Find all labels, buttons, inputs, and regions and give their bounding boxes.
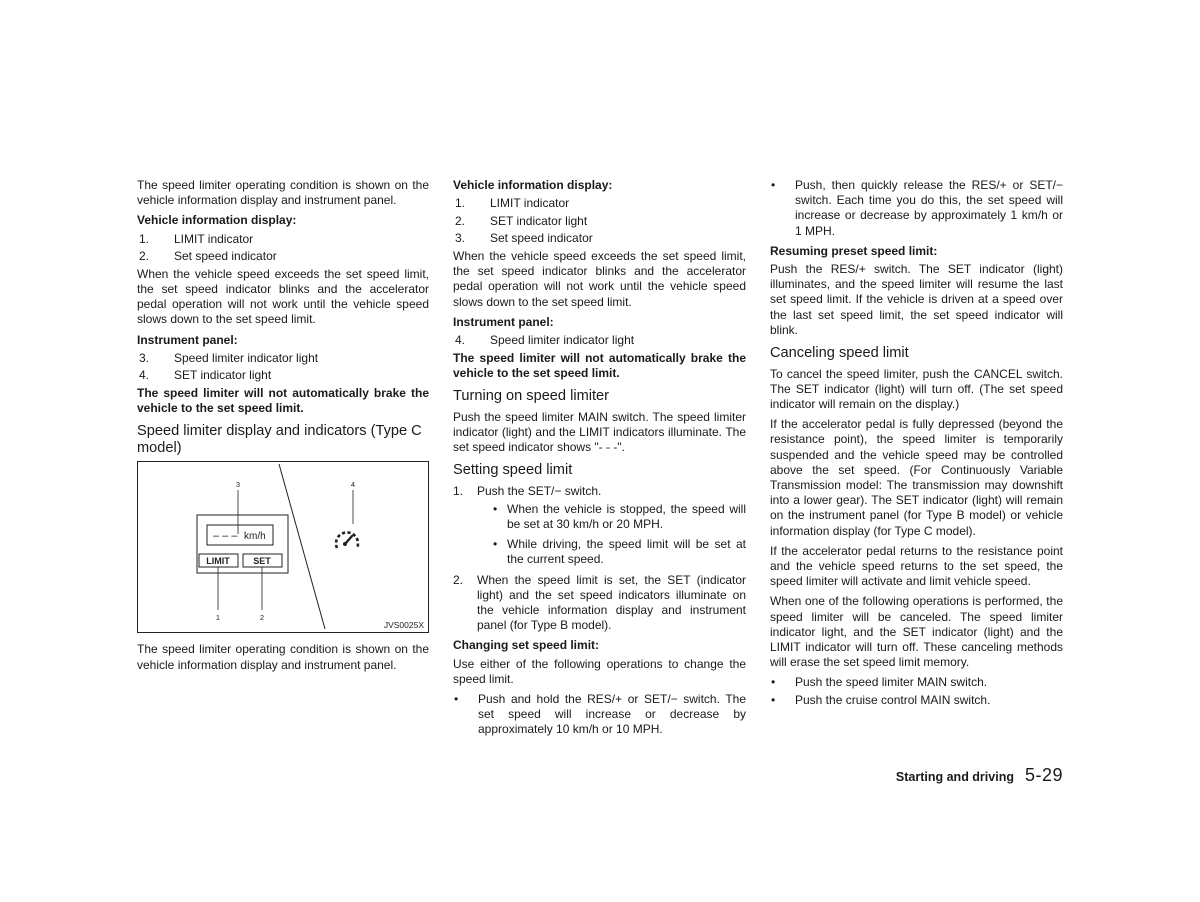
item-number: 1. bbox=[139, 231, 150, 246]
item-number: 4. bbox=[139, 368, 150, 383]
list-item bbox=[453, 333, 746, 348]
list-item bbox=[137, 232, 429, 247]
callout-4: 4 bbox=[350, 480, 356, 490]
column-3 bbox=[770, 178, 1063, 713]
page-footer bbox=[896, 765, 1063, 786]
turning-on-paragraph: Push the speed limiter MAIN switch. The speed limiter indicator (light) and the LIMIT indicators illuminate. The set speed indicator shows "- - -". bbox=[453, 409, 746, 454]
column-2 bbox=[453, 178, 746, 743]
item-text: SET indicator light bbox=[174, 368, 272, 383]
display-dashes: – – – bbox=[213, 530, 238, 543]
page-number: 5-29 bbox=[1024, 765, 1063, 785]
item-number: 2. bbox=[139, 249, 150, 264]
item-number: 3. bbox=[455, 231, 466, 246]
callout-3: 3 bbox=[235, 480, 241, 490]
item-number: 4. bbox=[455, 333, 466, 347]
resuming-heading: Resuming preset speed limit: bbox=[770, 243, 938, 258]
speed-limiter-gauge-icon bbox=[336, 533, 358, 549]
bullet-item bbox=[770, 178, 1063, 239]
bullet-item bbox=[770, 675, 1063, 690]
instrument-panel-heading: Instrument panel: bbox=[137, 332, 238, 347]
step-item bbox=[453, 484, 746, 499]
step-number: 2. bbox=[453, 572, 464, 587]
footer-section-title: Starting and driving bbox=[895, 770, 1014, 784]
bullet-glyph: • bbox=[771, 692, 776, 707]
section-title-canceling: Canceling speed limit bbox=[770, 345, 909, 362]
section-title-setting: Setting speed limit bbox=[453, 462, 573, 479]
warning-text: The speed limiter will not automatically brake the vehicle to the set speed limit. bbox=[453, 350, 746, 380]
bullet-text: Push and hold the RES/+ or SET/− switch. The set speed will increase or decrease by approximately 10 km/h or 10 MPH. bbox=[478, 692, 746, 737]
section-title-turning-on: Turning on speed limiter bbox=[453, 388, 610, 404]
vehicle-info-display-heading: Vehicle information display: bbox=[137, 213, 297, 228]
item-number: 3. bbox=[139, 350, 150, 365]
item-text: Set speed indicator bbox=[490, 231, 593, 246]
outro-paragraph: The speed limiter operating condition is shown on the vehicle information display and instrument panel. bbox=[137, 642, 429, 672]
cancel-paragraph-4: When one of the following operations is performed, the speed limiter will be canceled. The speed limiter indicator light, and the SET indicator (light) and the LIMIT indicator will turn off. These canceling methods will erase the set speed limit memory. bbox=[770, 594, 1063, 670]
resuming-paragraph: Push the RES/+ switch. The SET indicator (light) illuminates, and the speed limiter will resume the last set speed limit. If the vehicle is driven at a speed over the last set speed limit, the set speed indicator will blink. bbox=[770, 262, 1063, 337]
step-text: When the speed limit is set, the SET (indicator light) and the set speed indicators illuminate on the vehicle information display and instrument panel (for Type B model). bbox=[477, 572, 746, 633]
cancel-paragraph-3: If the accelerator pedal returns to the resistance point and the vehicle speed returns to the set speed, the speed limiter will activate and limit vehicle speed. bbox=[770, 543, 1063, 589]
warning-text: The speed limiter will not automatically brake the vehicle to the set speed limit. bbox=[137, 386, 429, 416]
step-text: Push the SET/− switch. bbox=[477, 483, 602, 498]
section-title-display-indicators: Speed limiter display and indicators (Type C model) bbox=[137, 423, 422, 456]
bullet-text: Push, then quickly release the RES/+ or SET/− switch. Each time you do this, the set speed will increase or decrease by approximately 1 km/h or 1 MPH. bbox=[795, 178, 1063, 238]
cancel-paragraph-1: To cancel the speed limiter, push the CANCEL switch. The SET indicator (light) will turn off. (The set speed indicator will remain on the display.) bbox=[770, 366, 1063, 411]
limit-label: LIMIT bbox=[206, 556, 230, 567]
list-item bbox=[137, 351, 429, 366]
column-1 bbox=[137, 178, 429, 678]
sub-bullet-text: When the vehicle is stopped, the speed will be set at 30 km/h or 20 MPH. bbox=[507, 501, 746, 532]
callout-1: 1 bbox=[215, 613, 221, 623]
item-number: 2. bbox=[455, 213, 466, 228]
item-text: Set speed indicator bbox=[174, 249, 277, 264]
bullet-item bbox=[770, 693, 1063, 708]
callout-2: 2 bbox=[259, 613, 265, 623]
instrument-panel-heading: Instrument panel: bbox=[453, 314, 554, 329]
figure-id: JVS0025X bbox=[383, 620, 424, 631]
list-item bbox=[137, 368, 429, 383]
bullet-glyph: • bbox=[454, 692, 459, 707]
item-text: SET indicator light bbox=[490, 213, 588, 228]
bullet-glyph: • bbox=[493, 501, 498, 516]
bullet-item bbox=[453, 692, 746, 738]
list-item bbox=[453, 196, 746, 211]
bullet-glyph: • bbox=[493, 537, 498, 552]
intro-paragraph: The speed limiter operating condition is shown on the vehicle information display and instrument panel. bbox=[137, 178, 429, 208]
speed-limiter-figure bbox=[137, 461, 429, 633]
figure-illustration bbox=[138, 462, 430, 634]
bullet-text: Push the speed limiter MAIN switch. bbox=[795, 675, 988, 690]
list-item bbox=[137, 249, 429, 264]
item-text: LIMIT indicator bbox=[174, 231, 254, 246]
panel-divider bbox=[279, 464, 325, 629]
sub-bullet-text: While driving, the speed limit will be set at the current speed. bbox=[507, 537, 746, 567]
vehicle-info-display-heading: Vehicle information display: bbox=[453, 178, 613, 192]
sub-bullet-item bbox=[493, 537, 746, 567]
changing-heading: Changing set speed limit: bbox=[453, 638, 600, 653]
list-item bbox=[453, 214, 746, 229]
exceed-paragraph: When the vehicle speed exceeds the set speed limit, the set speed indicator blinks and the accelerator pedal operation will not work until the vehicle speed slows down to the set speed limit. bbox=[137, 266, 429, 327]
bullet-glyph: • bbox=[771, 178, 776, 192]
set-label: SET bbox=[253, 556, 271, 567]
list-item bbox=[453, 231, 746, 246]
item-text: Speed limiter indicator light bbox=[490, 333, 635, 347]
step-number: 1. bbox=[453, 483, 464, 498]
cancel-paragraph-2: If the accelerator pedal is fully depressed (beyond the resistance point), the speed limiter is temporarily suspended and the vehicle speed may be controlled above the set speed. (For Continuously Variable Transmission model: The transmission may downshift into a lower gear). The SET indicator (light) will remain on the instrument panel (for Type B model) or vehicle information display (for Type C model). bbox=[770, 417, 1063, 538]
item-text: Speed limiter indicator light bbox=[174, 350, 319, 365]
item-number: 1. bbox=[455, 196, 466, 211]
item-text: LIMIT indicator bbox=[490, 196, 570, 211]
bullet-glyph: • bbox=[771, 675, 776, 690]
display-unit: km/h bbox=[244, 531, 266, 543]
bullet-text: Push the cruise control MAIN switch. bbox=[795, 692, 991, 707]
step-item bbox=[453, 573, 746, 634]
changing-paragraph: Use either of the following operations to change the speed limit. bbox=[453, 656, 746, 686]
sub-bullet-item bbox=[493, 502, 746, 532]
exceed-paragraph: When the vehicle speed exceeds the set speed limit, the set speed indicator blinks and the accelerator pedal operation will not work until the vehicle speed slows down to the set speed limit. bbox=[453, 248, 746, 309]
